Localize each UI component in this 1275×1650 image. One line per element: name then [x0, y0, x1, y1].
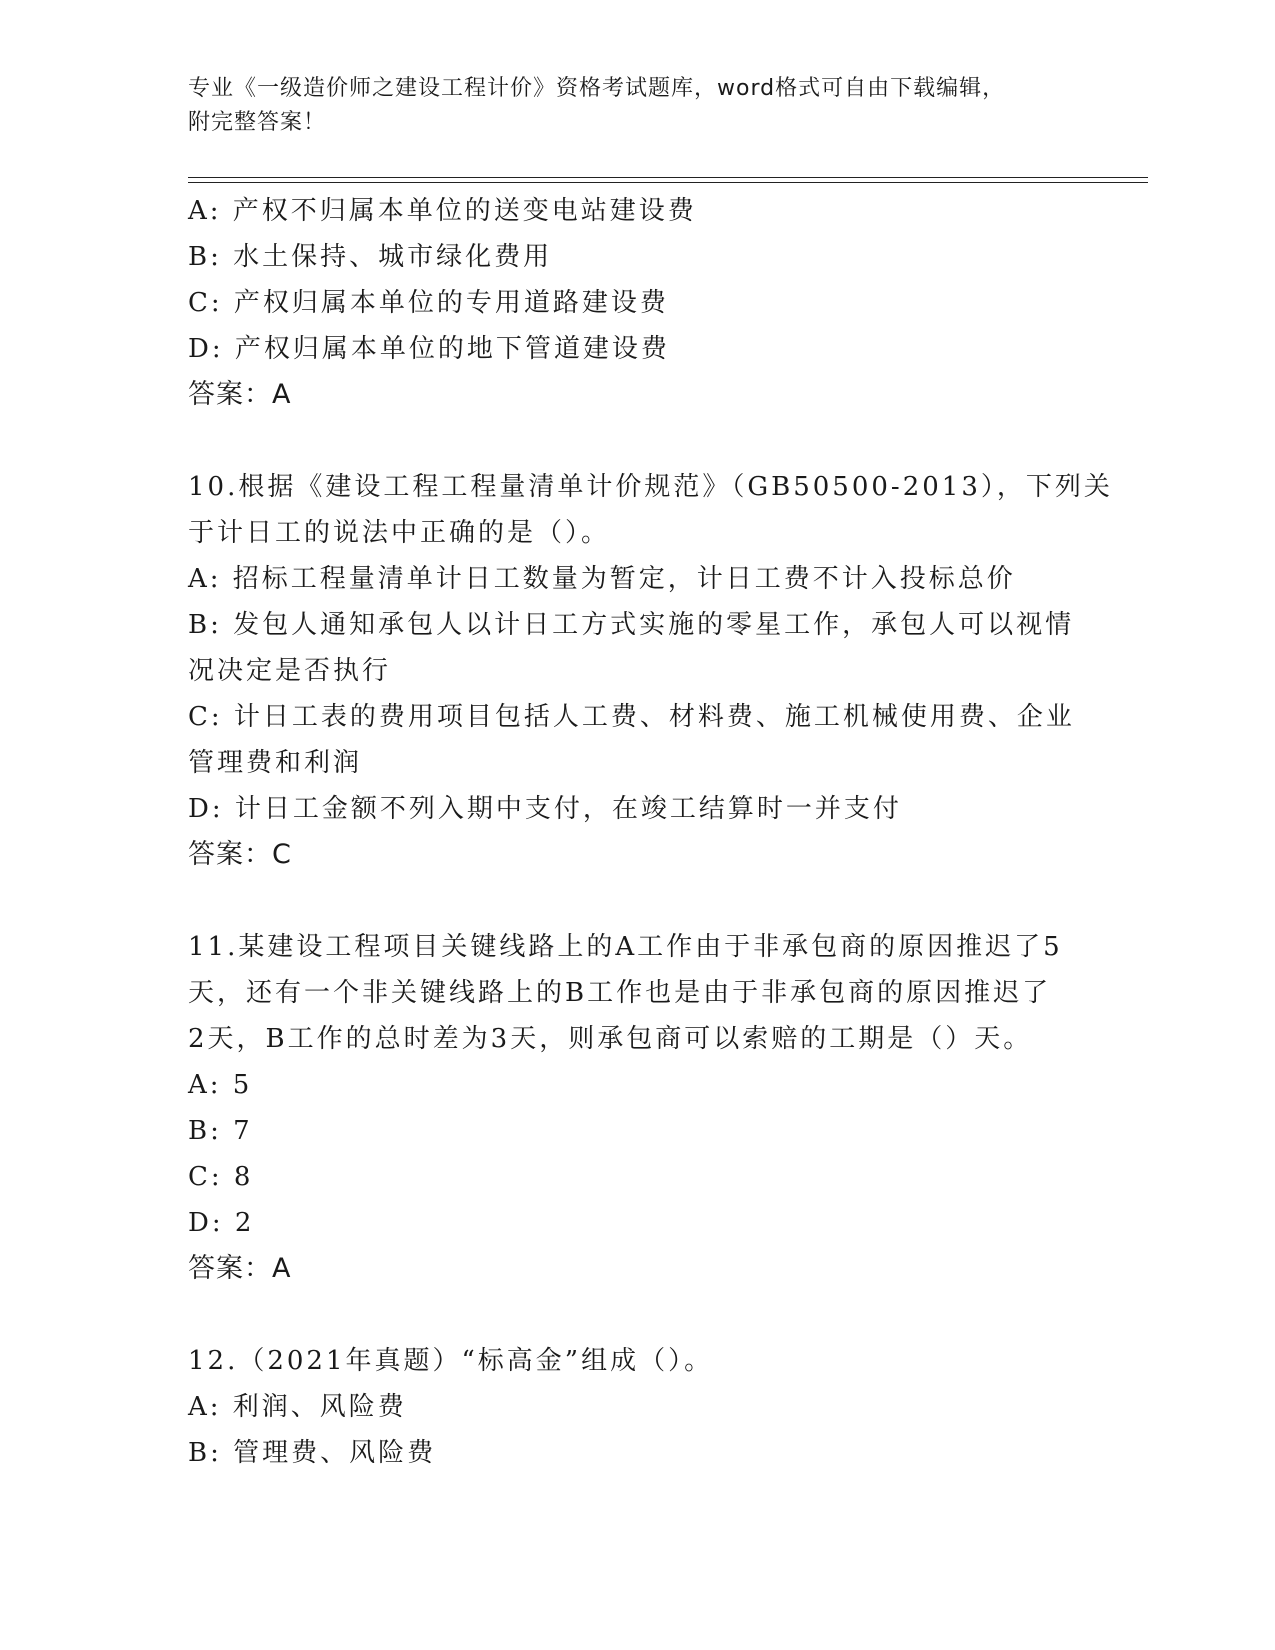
question-spacer — [188, 878, 1088, 924]
header-line-1: 专业《一级造价师之建设工程计价》资格考试题库，word格式可自由下载编辑， — [188, 76, 1006, 101]
question-9 — [188, 188, 1088, 418]
option-c: C: 8 — [188, 1162, 254, 1192]
option-c-continued: 管理费和利润 — [188, 748, 363, 778]
option-b: B: 发包人通知承包人以计日工方式实施的零星工作，承包人可以视情 — [188, 610, 1075, 640]
answer-label: 答案：C — [188, 839, 292, 870]
question-stem-line: 于计日工的说法中正确的是（）。 — [188, 518, 611, 548]
header-line-2: 附完整答案！ — [188, 110, 327, 135]
option-b: B: 水土保持、城市绿化费用 — [188, 242, 553, 272]
option-d: D: 2 — [188, 1208, 255, 1238]
question-10 — [188, 464, 1113, 878]
option-d: D: 计日工金额不列入期中支付，在竣工结算时一并支付 — [188, 794, 902, 824]
header-rule-bottom — [188, 182, 1148, 183]
option-a: A: 产权不归属本单位的送变电站建设费 — [188, 196, 697, 226]
question-11 — [188, 924, 1088, 1292]
header-rule-top — [188, 177, 1148, 178]
question-stem-line: 10.根据《建设工程工程量清单计价规范》（GB50500-2013），下列关 — [188, 472, 1113, 502]
question-spacer — [188, 418, 1088, 464]
answer-label: 答案：A — [188, 379, 292, 410]
option-a: A: 5 — [188, 1070, 253, 1100]
option-d: D: 产权归属本单位的地下管道建设费 — [188, 334, 670, 364]
question-12 — [188, 1338, 1088, 1476]
answer-label: 答案：A — [188, 1253, 292, 1284]
question-spacer — [188, 1292, 1088, 1338]
option-b: B: 7 — [188, 1116, 253, 1146]
question-stem-line: 2天，B工作的总时差为3天，则承包商可以索赔的工期是（）天。 — [188, 1024, 1033, 1054]
document-body — [188, 188, 1113, 1476]
document-header — [188, 72, 1068, 140]
option-c: C: 计日工表的费用项目包括人工费、材料费、施工机械使用费、企业 — [188, 702, 1075, 732]
question-stem-line: 12.（2021年真题）“标高金”组成（）。 — [188, 1346, 714, 1376]
option-b: B: 管理费、风险费 — [188, 1438, 437, 1468]
option-a: A: 招标工程量清单计日工数量为暂定，计日工费不计入投标总价 — [188, 564, 1016, 594]
question-stem-line: 天，还有一个非关键线路上的B工作也是由于非承包商的原因推迟了 — [188, 978, 1052, 1008]
option-c: C: 产权归属本单位的专用道路建设费 — [188, 288, 669, 318]
option-b-continued: 况决定是否执行 — [188, 656, 392, 686]
question-stem-line: 11.某建设工程项目关键线路上的A工作由于非承包商的原因推迟了5 — [188, 932, 1063, 962]
option-a: A: 利润、风险费 — [188, 1392, 407, 1422]
